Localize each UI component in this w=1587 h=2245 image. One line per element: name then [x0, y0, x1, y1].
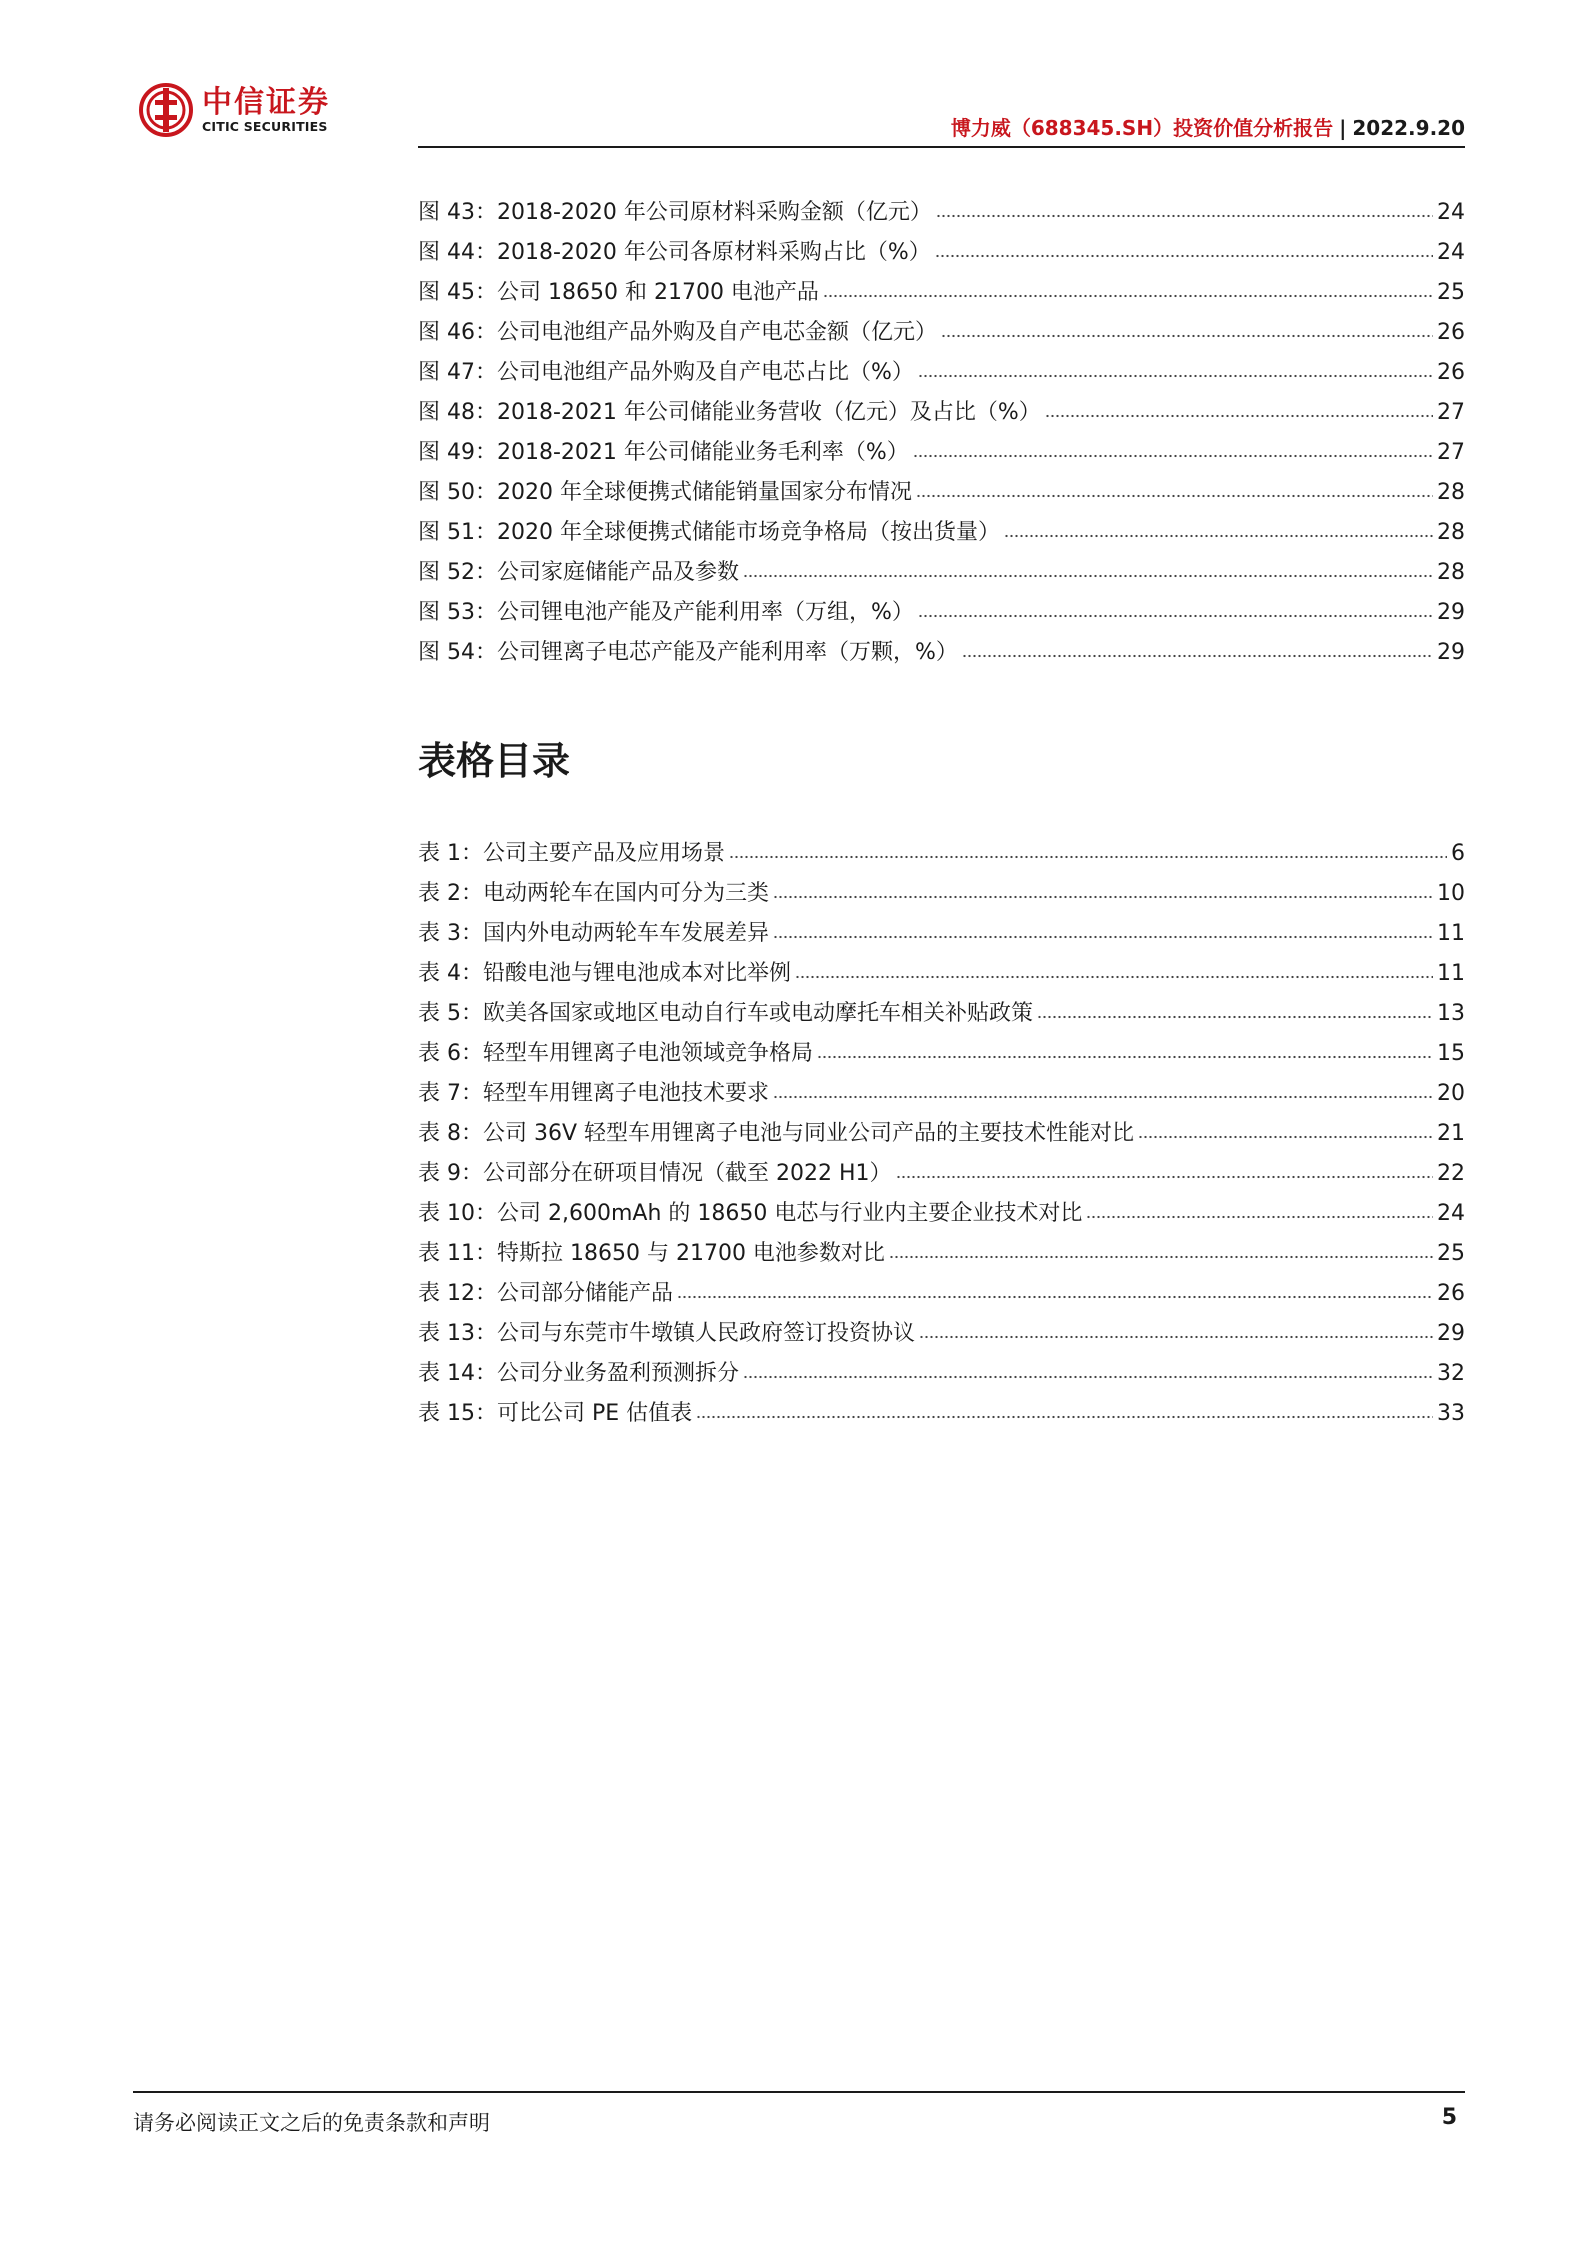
dot-leader: [936, 196, 1433, 218]
figure-toc-entry[interactable]: [418, 433, 1465, 473]
table-toc-entry-page: 26: [1437, 1281, 1465, 1306]
dot-leader: [823, 276, 1433, 298]
table-toc-entry-page: 21: [1437, 1121, 1465, 1146]
dot-leader: [743, 1357, 1433, 1379]
figure-toc-entry[interactable]: [418, 313, 1465, 353]
dot-leader: [773, 917, 1433, 939]
header-divider: [418, 146, 1465, 148]
dot-leader: [919, 1317, 1433, 1339]
table-toc-entry[interactable]: [418, 1034, 1465, 1074]
figure-toc-entry[interactable]: [418, 393, 1465, 433]
citic-logo-icon: [138, 82, 194, 138]
table-toc-entry-page: 24: [1437, 1201, 1465, 1226]
table-toc-entry[interactable]: [418, 1194, 1465, 1234]
figure-toc-entry-page: 24: [1437, 200, 1465, 225]
figure-toc-list: [418, 193, 1465, 673]
table-toc-entry[interactable]: [418, 1074, 1465, 1114]
page-number: 5: [1441, 2105, 1457, 2130]
table-toc-entry-page: 11: [1437, 961, 1465, 986]
dot-leader: [918, 356, 1433, 378]
table-toc-entry-page: 29: [1437, 1321, 1465, 1346]
table-toc-entry-label: 表 5：欧美各国家或地区电动自行车或电动摩托车相关补贴政策: [418, 1001, 1033, 1026]
table-toc-entry-label: 表 2：电动两轮车在国内可分为三类: [418, 881, 769, 906]
figure-toc-entry[interactable]: [418, 273, 1465, 313]
dot-leader: [918, 596, 1433, 618]
figure-toc-entry-label: 图 46：公司电池组产品外购及自产电芯金额（亿元）: [418, 320, 937, 345]
dot-leader: [1045, 396, 1433, 418]
table-toc-entry-label: 表 7：轻型车用锂离子电池技术要求: [418, 1081, 769, 1106]
tables-toc-title: 表格目录: [418, 739, 571, 783]
dot-leader: [743, 556, 1433, 578]
figure-toc-entry-page: 27: [1437, 440, 1465, 465]
dot-leader: [913, 436, 1433, 458]
dot-leader: [696, 1397, 1433, 1419]
table-toc-entry-label: 表 9：公司部分在研项目情况（截至 2022 H1）: [418, 1161, 892, 1186]
table-toc-entry-label: 表 15：可比公司 PE 估值表: [418, 1401, 693, 1426]
table-toc-entry[interactable]: [418, 914, 1465, 954]
dot-leader: [773, 877, 1433, 899]
table-toc-entry-page: 20: [1437, 1081, 1465, 1106]
table-toc-entry-page: 10: [1437, 881, 1465, 906]
dot-leader: [1004, 516, 1433, 538]
dot-leader: [896, 1157, 1433, 1179]
table-toc-entry-label: 表 14：公司分业务盈利预测拆分: [418, 1361, 739, 1386]
dot-leader: [889, 1237, 1433, 1259]
table-toc-entry[interactable]: [418, 1394, 1465, 1434]
logo-chinese-name: 中信证券: [202, 85, 330, 120]
figure-toc-entry-page: 27: [1437, 400, 1465, 425]
table-toc-entry-label: 表 12：公司部分储能产品: [418, 1281, 673, 1306]
table-toc-entry-page: 33: [1437, 1401, 1465, 1426]
figure-toc-entry-label: 图 50：2020 年全球便携式储能销量国家分布情况: [418, 480, 912, 505]
figure-toc-entry[interactable]: [418, 473, 1465, 513]
table-toc-entry[interactable]: [418, 1114, 1465, 1154]
table-toc-entry-page: 13: [1437, 1001, 1465, 1026]
figure-toc-entry-label: 图 48：2018-2021 年公司储能业务营收（亿元）及占比（%）: [418, 400, 1041, 425]
figure-toc-entry-page: 25: [1437, 280, 1465, 305]
table-toc-entry-label: 表 13：公司与东莞市牛墩镇人民政府签订投资协议: [418, 1321, 915, 1346]
figure-toc-entry[interactable]: [418, 593, 1465, 633]
figure-toc-entry-page: 26: [1437, 320, 1465, 345]
figure-toc-entry-page: 28: [1437, 480, 1465, 505]
figure-toc-entry-page: 29: [1437, 640, 1465, 665]
table-toc-entry-page: 6: [1451, 841, 1465, 866]
table-toc-entry[interactable]: [418, 1354, 1465, 1394]
table-toc-entry[interactable]: [418, 1154, 1465, 1194]
table-toc-list: [418, 834, 1465, 1434]
table-toc-entry-label: 表 6：轻型车用锂离子电池领域竞争格局: [418, 1041, 813, 1066]
report-date: 2022.9.20: [1352, 116, 1465, 140]
footer-divider: [133, 2091, 1465, 2093]
figure-toc-entry-page: 29: [1437, 600, 1465, 625]
header-separator: |: [1339, 116, 1347, 140]
table-toc-entry-label: 表 1：公司主要产品及应用场景: [418, 841, 725, 866]
table-toc-entry-label: 表 8：公司 36V 轻型车用锂离子电池与同业公司产品的主要技术性能对比: [418, 1121, 1135, 1146]
figure-toc-entry-label: 图 45：公司 18650 和 21700 电池产品: [418, 280, 819, 305]
table-toc-entry-page: 32: [1437, 1361, 1465, 1386]
table-toc-entry-page: 15: [1437, 1041, 1465, 1066]
report-title: 博力威（688345.SH）投资价值分析报告: [950, 116, 1334, 140]
table-toc-entry-page: 22: [1437, 1161, 1465, 1186]
figure-toc-entry-page: 28: [1437, 520, 1465, 545]
figure-toc-entry-page: 26: [1437, 360, 1465, 385]
citic-logo: [138, 82, 330, 138]
figure-toc-entry-label: 图 54：公司锂离子电芯产能及产能利用率（万颗，%）: [418, 640, 958, 665]
table-toc-entry[interactable]: [418, 994, 1465, 1034]
table-toc-entry-label: 表 11：特斯拉 18650 与 21700 电池参数对比: [418, 1241, 885, 1266]
table-toc-entry[interactable]: [418, 1234, 1465, 1274]
dot-leader: [1037, 997, 1433, 1019]
figure-toc-entry-label: 图 44：2018-2020 年公司各原材料采购占比（%）: [418, 240, 931, 265]
table-toc-entry[interactable]: [418, 954, 1465, 994]
dot-leader: [1138, 1117, 1433, 1139]
table-toc-entry-page: 11: [1437, 921, 1465, 946]
table-toc-entry[interactable]: [418, 1314, 1465, 1354]
table-toc-entry-label: 表 4：铅酸电池与锂电池成本对比举例: [418, 961, 791, 986]
dot-leader: [817, 1037, 1433, 1059]
dot-leader: [795, 957, 1433, 979]
figure-toc-entry-label: 图 43：2018-2020 年公司原材料采购金额（亿元）: [418, 200, 932, 225]
logo-english-name: CITIC SECURITIES: [202, 119, 328, 134]
figure-toc-entry-label: 图 52：公司家庭储能产品及参数: [418, 560, 739, 585]
table-toc-entry[interactable]: [418, 1274, 1465, 1314]
dot-leader: [1086, 1197, 1433, 1219]
figure-toc-entry-label: 图 47：公司电池组产品外购及自产电芯占比（%）: [418, 360, 914, 385]
figure-toc-entry-label: 图 53：公司锂电池产能及产能利用率（万组，%）: [418, 600, 914, 625]
dot-leader: [962, 636, 1433, 658]
figure-toc-entry[interactable]: [418, 353, 1465, 393]
table-toc-entry[interactable]: [418, 874, 1465, 914]
figure-toc-entry-label: 图 51：2020 年全球便携式储能市场竞争格局（按出货量）: [418, 520, 1000, 545]
dot-leader: [916, 476, 1433, 498]
dot-leader: [773, 1077, 1433, 1099]
figure-toc-entry[interactable]: [418, 233, 1465, 273]
dot-leader: [935, 236, 1433, 258]
report-header: [951, 112, 1465, 141]
footer-disclaimer: 请务必阅读正文之后的免责条款和声明: [133, 2111, 490, 2135]
table-toc-entry-label: 表 10：公司 2,600mAh 的 18650 电芯与行业内主要企业技术对比: [418, 1201, 1083, 1226]
dot-leader: [677, 1277, 1433, 1299]
figure-toc-entry[interactable]: [418, 193, 1465, 233]
figure-toc-entry[interactable]: [418, 633, 1465, 673]
table-toc-entry[interactable]: [418, 834, 1465, 874]
dot-leader: [941, 316, 1433, 338]
figure-toc-entry[interactable]: [418, 553, 1465, 593]
figure-toc-entry[interactable]: [418, 513, 1465, 553]
table-toc-entry-page: 25: [1437, 1241, 1465, 1266]
dot-leader: [729, 837, 1447, 859]
figure-toc-entry-page: 24: [1437, 240, 1465, 265]
table-toc-entry-label: 表 3：国内外电动两轮车车发展差异: [418, 921, 769, 946]
figure-toc-entry-label: 图 49：2018-2021 年公司储能业务毛利率（%）: [418, 440, 909, 465]
figure-toc-entry-page: 28: [1437, 560, 1465, 585]
